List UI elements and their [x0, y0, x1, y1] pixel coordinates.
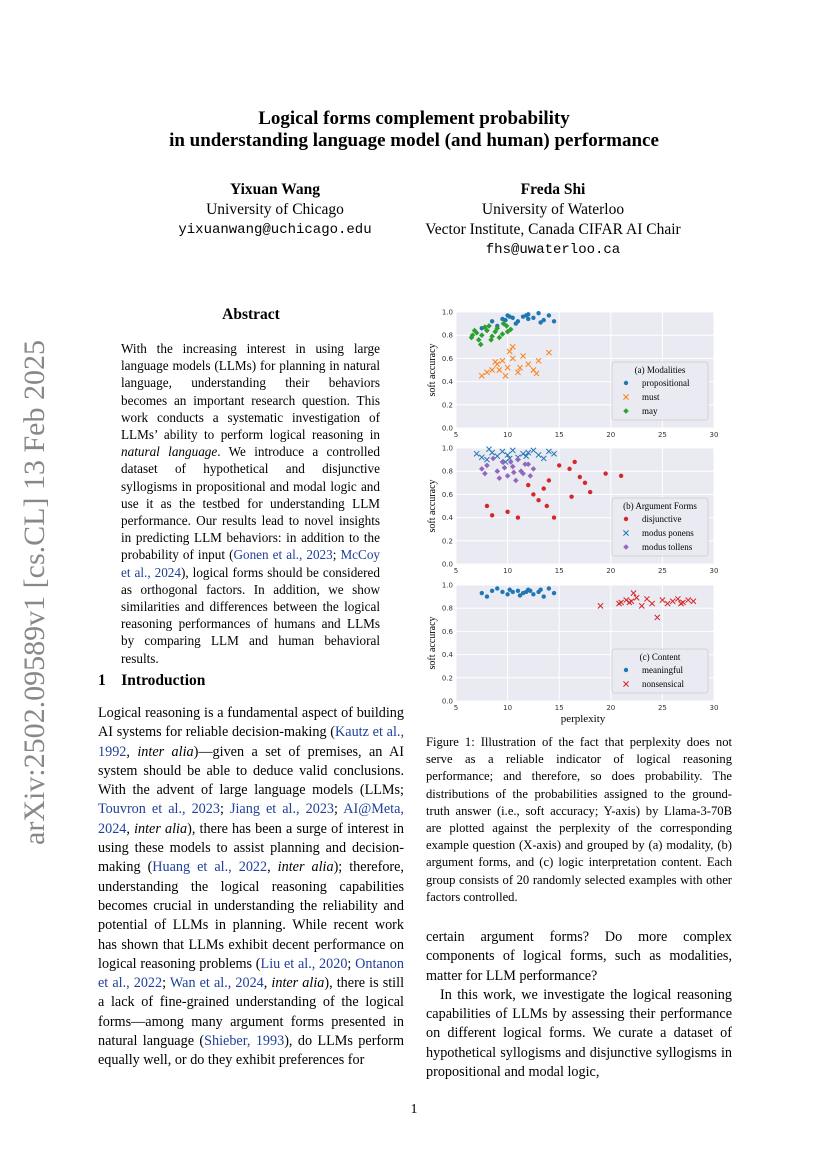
x-tick-label: 25	[657, 704, 667, 712]
y-tick-label: 0.0	[441, 697, 453, 706]
scatter-panel-1	[427, 309, 718, 440]
legend-title: (b) Argument Forms	[623, 501, 697, 511]
x-tick-label: 30	[709, 704, 719, 712]
abstract-text: With the increasing interest in using large language models (LLMs) for planning in natural language, understanding their behaviors becomes an important research question. This work conducts a systematic investigation of LLMs’ ability to perform logical reasoning in	[121, 341, 380, 443]
data-point	[603, 471, 607, 475]
data-point	[547, 478, 551, 482]
data-point	[552, 591, 556, 595]
x-tick-label: 15	[554, 567, 564, 575]
body-text: ;	[334, 801, 344, 818]
body-text: ), do LLMs perform equally well, or do they exhibit preferences for	[98, 1033, 404, 1069]
body-text: ;	[347, 955, 356, 972]
abstract-text: . We introduce a controlled dataset of hypothetical and disjunctive syllogisms in propositional and modal logic and use it as the testbed for understanding LLM performance. Our results lead to novel insights in predicting LLM behaviors: in addition to the probability of input (	[121, 444, 380, 563]
body-emphasis: inter alia	[277, 859, 334, 876]
body-paragraph: certain argument forms? Do more complex components of logical forms, such as modalities, matter for LLM performance?	[426, 929, 732, 984]
citation-link[interactable]: AI@Meta, 2024	[98, 801, 404, 837]
data-point	[514, 321, 518, 325]
data-point	[528, 589, 532, 593]
data-point	[542, 594, 546, 598]
body-text: ), there has been a surge of interest in using these models to assist planning and decision-making (	[98, 820, 405, 876]
x-tick-label: 20	[606, 704, 616, 712]
data-point	[531, 592, 535, 596]
legend-marker	[624, 381, 628, 385]
x-tick-label: 15	[554, 431, 564, 439]
x-tick-label: 10	[503, 704, 513, 712]
citation-link[interactable]: Jiang et al., 2023	[229, 801, 335, 818]
y-axis-label: soft accuracy	[427, 343, 438, 397]
body-text: ,	[126, 743, 138, 760]
data-point	[485, 504, 489, 508]
legend-entry: nonsensical	[642, 679, 684, 689]
legend-title: (c) Content	[639, 652, 681, 662]
figure-caption: Figure 1: Illustration of the fact that perplexity does not serve as a reliable indicator of logical reasoning performance; and therefore, so does probability. The distributions of the probabilities assigned to the ground-truth answer (i.e., soft accuracy; Y-axis) by Llama-3-70B are plotted against the perplexity of the corresponding example question (X-axis) and grouped by (a) modality, (b) argument forms, and (c) logic interpretation content. Each group consists of 20 randomly selected examples with other factors controlled.	[426, 735, 732, 904]
body-emphasis: inter alia	[134, 820, 188, 837]
x-tick-label: 25	[657, 431, 667, 439]
y-tick-label: 0.2	[441, 401, 453, 410]
legend-entry: must	[642, 392, 660, 402]
x-axis-label: perplexity	[560, 713, 606, 725]
author-block-2	[400, 180, 706, 260]
section-title: Introduction	[121, 672, 206, 689]
body-emphasis: inter alia	[271, 975, 325, 992]
author-block-1	[150, 180, 400, 240]
section-number: 1	[98, 672, 106, 689]
body-text: ;	[162, 975, 170, 992]
data-point	[557, 463, 561, 467]
data-point	[518, 593, 522, 597]
scatter-panel-3	[427, 582, 718, 726]
x-tick-label: 10	[503, 567, 513, 575]
citation-link[interactable]: McCoy et al., 2024	[121, 547, 380, 580]
scatter-panel-2	[427, 445, 718, 576]
intro-left-column	[98, 704, 404, 1071]
paper-title	[0, 108, 828, 152]
y-tick-label: 0.4	[441, 378, 453, 387]
y-tick-label: 0.4	[441, 514, 453, 523]
y-tick-label: 0.2	[441, 674, 453, 683]
author-affiliation: University of Chicago	[206, 201, 344, 218]
data-point	[545, 504, 549, 508]
data-point	[547, 313, 551, 317]
citation-link[interactable]: Shieber, 1993	[204, 1033, 285, 1050]
arxiv-stamp: arXiv:2502.09589v1 [cs.CL] 13 Feb 2025	[18, 340, 51, 845]
y-tick-label: 0.8	[441, 331, 453, 340]
y-axis-label: soft accuracy	[427, 616, 438, 670]
body-text: ,	[267, 859, 278, 876]
data-point	[542, 486, 546, 490]
data-point	[536, 498, 540, 502]
y-tick-label: 0.4	[441, 651, 453, 660]
data-point	[538, 320, 542, 324]
body-text: ,	[126, 820, 135, 837]
author-email[interactable]: yixuanwang@uchicago.edu	[178, 222, 372, 238]
data-point	[536, 311, 540, 315]
abstract-body	[121, 340, 380, 667]
data-point	[516, 515, 520, 519]
body-emphasis: inter alia	[137, 743, 194, 760]
y-tick-label: 0.6	[441, 490, 453, 499]
body-text: ), there is still a lack of fine-grained understanding of the logical forms—among many argument forms presented in natural language (	[98, 975, 405, 1050]
body-text: ;	[219, 801, 230, 818]
data-point	[490, 319, 494, 323]
y-tick-label: 0.6	[441, 354, 453, 363]
x-tick-label: 30	[709, 431, 719, 439]
x-tick-label: 5	[453, 567, 459, 575]
citation-link[interactable]: Wan et al., 2024	[169, 975, 264, 992]
data-point	[507, 587, 511, 591]
author-name: Freda Shi	[520, 181, 586, 198]
abstract-heading: Abstract	[222, 306, 280, 323]
data-point	[531, 492, 535, 496]
section-heading	[98, 672, 205, 690]
legend-entry: propositional	[642, 378, 690, 388]
y-tick-label: 0.8	[441, 467, 453, 476]
author-affiliation-2: Vector Institute, Canada CIFAR AI Chair	[425, 221, 681, 238]
figure-1-scatter-plots	[420, 300, 732, 730]
legend-title: (a) Modalities	[634, 365, 686, 375]
data-point	[480, 591, 484, 595]
legend-entry: may	[642, 406, 658, 416]
data-point	[516, 589, 520, 593]
y-tick-label: 1.0	[441, 581, 453, 590]
data-point	[588, 490, 592, 494]
data-point	[505, 592, 509, 596]
data-point	[578, 475, 582, 479]
citation-link[interactable]: Huang et al., 2022	[152, 859, 268, 876]
y-axis-label: soft accuracy	[427, 479, 438, 533]
data-point	[507, 314, 511, 318]
data-point	[526, 483, 530, 487]
x-tick-label: 20	[606, 567, 616, 575]
legend-marker	[624, 668, 628, 672]
data-point	[490, 589, 494, 593]
abstract-text: ), logical forms should be considered as orthogonal factors. In addition, we show similarities and differences between the logical reasoning performances of humans and LLMs by comparing LLM and human behavioral results.	[121, 564, 380, 666]
data-point	[567, 467, 571, 471]
page-number: 1	[410, 1102, 418, 1117]
citation-link[interactable]: Ontanon et al., 2022	[98, 955, 404, 992]
x-tick-label: 20	[606, 431, 616, 439]
data-point	[524, 313, 528, 317]
body-text: ,	[263, 975, 272, 992]
body-text: ); therefore, understanding the logical reasoning capabilities becomes crucial in understanding the reliability and potential of LLMs in planning. While recent work has shown that LLMs exhibit decent performance on logical reasoning problems (	[98, 859, 404, 972]
legend-entry: disjunctive	[642, 514, 682, 524]
data-point	[505, 510, 509, 514]
data-point	[583, 481, 587, 485]
y-tick-label: 0.6	[441, 627, 453, 636]
data-point	[547, 586, 551, 590]
data-point	[552, 515, 556, 519]
citation-link[interactable]: Touvron et al., 2023	[98, 801, 220, 818]
y-tick-label: 0.2	[441, 537, 453, 546]
citation-link[interactable]: Liu et al., 2020	[260, 955, 348, 972]
author-affiliation: University of Waterloo	[481, 201, 625, 218]
data-point	[531, 316, 535, 320]
intro-right-column	[426, 928, 732, 1082]
legend-entry: meaningful	[642, 665, 683, 675]
abstract-text: ;	[332, 547, 341, 563]
y-tick-label: 1.0	[441, 444, 453, 453]
data-point	[572, 460, 576, 464]
citation-link[interactable]: Kautz et al., 1992	[98, 724, 405, 760]
author-name: Yixuan Wang	[229, 181, 321, 198]
data-point	[495, 586, 499, 590]
data-point	[490, 513, 494, 517]
y-tick-label: 0.0	[441, 424, 453, 433]
legend-marker	[624, 517, 628, 521]
x-tick-label: 25	[657, 567, 667, 575]
author-email[interactable]: fhs@uwaterloo.ca	[485, 242, 621, 258]
data-point	[619, 474, 623, 478]
body-text: )—given a set of premises, an AI system should be able to deduce valid conclusions. With the advent of large language models (LLMs;	[98, 743, 405, 799]
y-tick-label: 0.8	[441, 604, 453, 613]
body-text: Logical reasoning is a fundamental aspect of building AI systems for reliable decision-making (	[98, 705, 404, 741]
data-point	[538, 587, 542, 591]
data-point	[569, 495, 573, 499]
data-point	[524, 590, 528, 594]
data-point	[552, 319, 556, 323]
y-tick-label: 1.0	[441, 308, 453, 317]
data-point	[485, 594, 489, 598]
x-tick-label: 15	[554, 704, 564, 712]
legend-entry: modus ponens	[642, 528, 694, 538]
x-tick-label: 10	[503, 431, 513, 439]
abstract-emphasis: natural language	[121, 444, 218, 460]
legend-entry: modus tollens	[642, 542, 693, 552]
title-line-1: Logical forms complement probability	[258, 108, 570, 129]
y-tick-label: 0.0	[441, 560, 453, 569]
body-paragraph: In this work, we investigate the logical reasoning capabilities of LLMs by assessing their performance on different logical forms. We curate a dataset of hypothetical syllogisms and disjunctive syllogisms in propositional and modal logic,	[426, 986, 732, 1081]
citation-link[interactable]: Gonen et al., 2023	[233, 547, 333, 563]
x-tick-label: 30	[709, 567, 719, 575]
x-tick-label: 5	[453, 704, 459, 712]
x-tick-label: 5	[453, 431, 459, 439]
data-point	[500, 590, 504, 594]
title-line-2: in understanding language model (and human) performance	[169, 130, 659, 151]
